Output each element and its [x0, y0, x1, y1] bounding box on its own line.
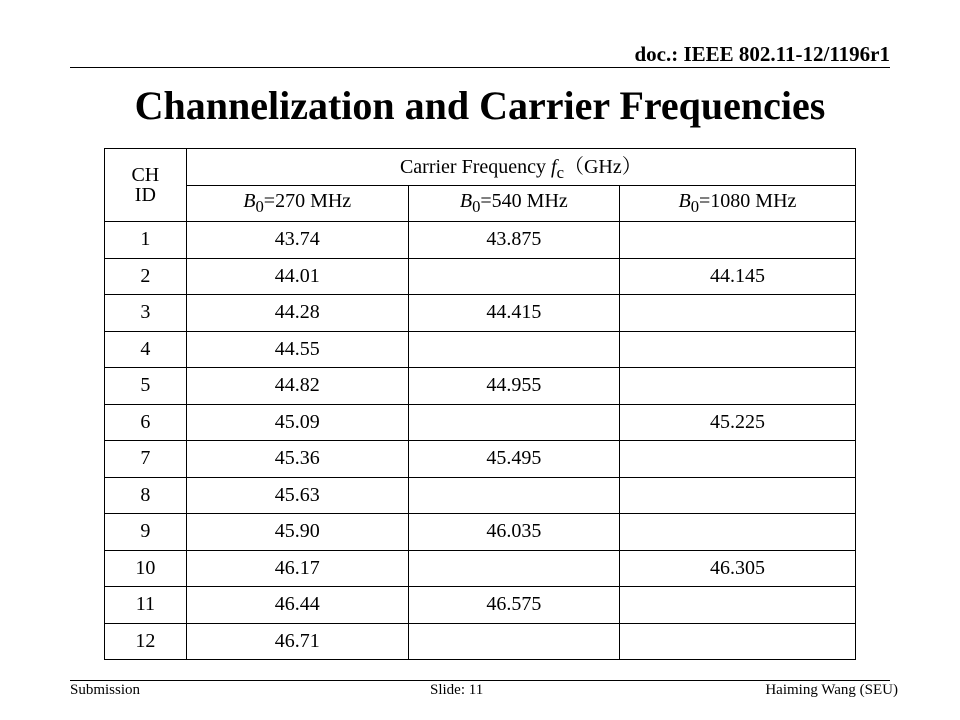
doc-id: doc.: IEEE 802.11-12/1196r1 [634, 42, 890, 66]
freq-1080-cell [619, 368, 855, 405]
table-row [105, 331, 856, 368]
freq-540-cell: 46.035 [408, 514, 619, 551]
freq-540-cell: 44.415 [408, 295, 619, 332]
ch-id-line2: ID [134, 184, 156, 206]
freq-540-cell: 46.575 [408, 587, 619, 624]
freq-1080-cell: 44.145 [619, 258, 855, 295]
ch-id-cell: 6 [105, 404, 187, 441]
ch-id-cell: 10 [105, 550, 187, 587]
table-row [105, 623, 856, 660]
carrier-frequency-header: Carrier Frequency $f_c(GHz)$ [186, 149, 855, 186]
table-row [105, 295, 856, 332]
freq-270-cell: 46.71 [186, 623, 408, 660]
freq-270-cell: 45.09 [186, 404, 408, 441]
freq-540-cell [408, 331, 619, 368]
header-divider [70, 67, 890, 68]
footer-submission: Submission [70, 682, 141, 698]
freq-1080-cell [619, 623, 855, 660]
ch-id-cell: 11 [105, 587, 187, 624]
table-header-row [105, 149, 856, 186]
freq-1080-cell [619, 477, 855, 514]
freq-270-cell: 44.55 [186, 331, 408, 368]
ch-id-header [105, 149, 187, 222]
ch-id-cell: 8 [105, 477, 187, 514]
carrier-frequency-table [104, 148, 856, 660]
footer-slide-number: Slide: 11 [430, 682, 484, 698]
freq-540-cell [408, 404, 619, 441]
freq-1080-cell: 46.305 [619, 550, 855, 587]
freq-540-cell: 45.495 [408, 441, 619, 478]
freq-1080-cell [619, 514, 855, 551]
freq-270-cell: 45.63 [186, 477, 408, 514]
freq-270-cell: 44.01 [186, 258, 408, 295]
freq-270-cell: 45.36 [186, 441, 408, 478]
freq-1080-cell [619, 295, 855, 332]
freq-540-cell [408, 550, 619, 587]
table-row [105, 441, 856, 478]
bandwidth-header-270: $B_0=270$ MHz [186, 185, 408, 222]
freq-540-cell: 44.955 [408, 368, 619, 405]
ch-id-line1: CH [131, 164, 160, 186]
freq-270-cell: 44.28 [186, 295, 408, 332]
freq-540-cell [408, 623, 619, 660]
freq-270-cell: 46.17 [186, 550, 408, 587]
freq-270-cell: 43.74 [186, 222, 408, 259]
table-row [105, 404, 856, 441]
freq-270-cell: 45.90 [186, 514, 408, 551]
footer-author: Haiming Wang (SEU) [765, 682, 898, 698]
freq-1080-cell [619, 587, 855, 624]
table-row [105, 550, 856, 587]
table-row [105, 514, 856, 551]
freq-1080-cell [619, 441, 855, 478]
table-row [105, 222, 856, 259]
ch-id-cell: 9 [105, 514, 187, 551]
bandwidth-header-row [105, 185, 856, 222]
freq-270-cell: 44.82 [186, 368, 408, 405]
ch-id-cell: 5 [105, 368, 187, 405]
table-row [105, 368, 856, 405]
ch-id-cell: 4 [105, 331, 187, 368]
freq-270-cell: 46.44 [186, 587, 408, 624]
ch-id-cell: 12 [105, 623, 187, 660]
slide-title: Channelization and Carrier Frequencies [134, 83, 826, 128]
freq-1080-cell: 45.225 [619, 404, 855, 441]
table-row [105, 587, 856, 624]
freq-540-cell [408, 258, 619, 295]
freq-540-cell: 43.875 [408, 222, 619, 259]
ch-id-cell: 7 [105, 441, 187, 478]
freq-540-cell [408, 477, 619, 514]
footer-divider [70, 680, 890, 681]
freq-1080-cell [619, 222, 855, 259]
table-row [105, 477, 856, 514]
bandwidth-header-1080: $B_0=1080$ MHz [619, 185, 855, 222]
ch-id-cell: 1 [105, 222, 187, 259]
freq-1080-cell [619, 331, 855, 368]
ch-id-cell: 3 [105, 295, 187, 332]
bandwidth-header-540: $B_0=540$ MHz [408, 185, 619, 222]
table-row [105, 258, 856, 295]
ch-id-cell: 2 [105, 258, 187, 295]
